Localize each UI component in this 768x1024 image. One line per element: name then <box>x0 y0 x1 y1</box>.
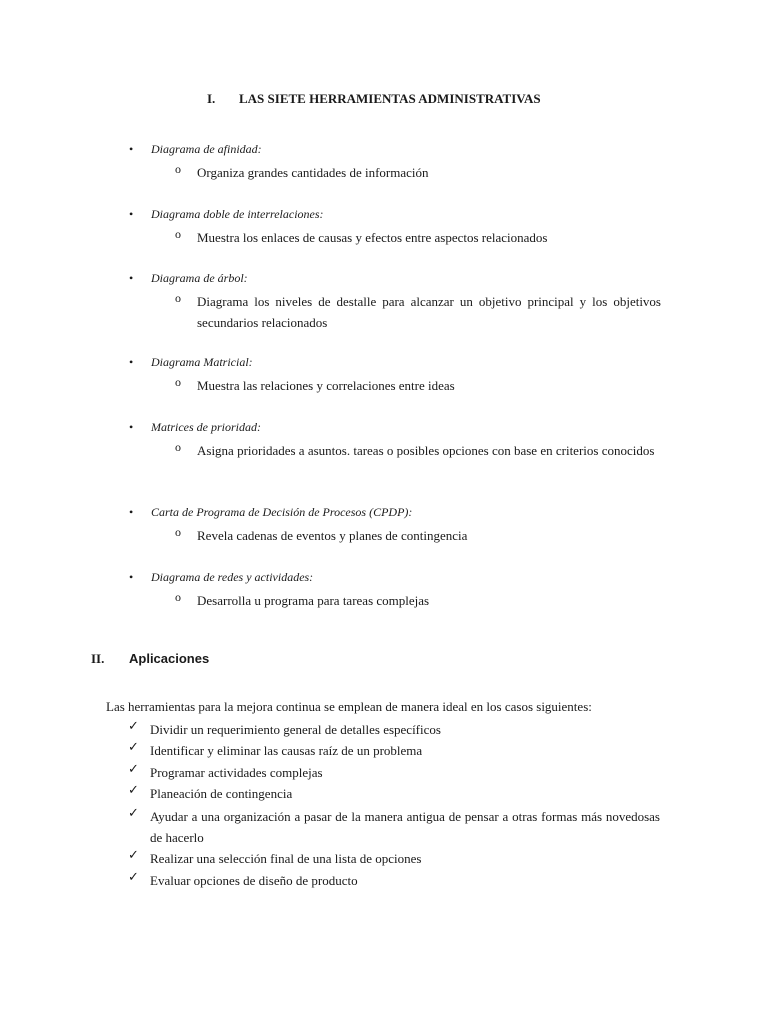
bullet-icon: • <box>129 505 134 519</box>
application-text: Realizar una selección final de una lista de opciones <box>150 851 422 866</box>
applications-intro: Las herramientas para la mejora continua se emplean de manera ideal en los casos siguientes: <box>106 699 592 714</box>
tool-description: Muestra las relaciones y correlaciones entre ideas <box>197 378 455 393</box>
application-text: Programar actividades complejas <box>150 765 323 780</box>
checkmark-icon: ✓ <box>128 848 139 863</box>
tool-description: Revela cadenas de eventos y planes de contingencia <box>197 528 468 543</box>
section-1-number: I. <box>207 91 216 106</box>
tool-name: Matrices de prioridad: <box>151 420 261 434</box>
section-2-number: II. <box>91 651 105 666</box>
tool-name: Diagrama de afinidad: <box>151 142 262 156</box>
application-text: Evaluar opciones de diseño de producto <box>150 873 358 888</box>
tool-name: Diagrama de redes y actividades: <box>151 570 314 584</box>
application-text: Ayudar a una organización a pasar de la manera antigua de pensar a otras formas más novedosas de hacerlo <box>150 809 660 845</box>
application-text: Dividir un requerimiento general de detalles específicos <box>150 722 441 737</box>
checkmark-icon: ✓ <box>128 870 139 885</box>
tool-description: Muestra los enlaces de causas y efectos entre aspectos relacionados <box>197 230 548 245</box>
checkmark-icon: ✓ <box>128 719 139 734</box>
checkmark-icon: ✓ <box>128 740 139 755</box>
tool-name: Carta de Programa de Decisión de Procesos (CPDP): <box>151 505 413 519</box>
sub-bullet-icon: o <box>175 590 181 604</box>
sub-bullet-icon: o <box>175 227 181 241</box>
tool-description: Desarrolla u programa para tareas complejas <box>197 593 430 608</box>
sub-bullet-icon: o <box>175 440 181 454</box>
section-1-title: LAS SIETE HERRAMIENTAS ADMINISTRATIVAS <box>239 91 541 106</box>
sub-bullet-icon: o <box>175 525 181 539</box>
tool-name: Diagrama doble de interrelaciones: <box>151 207 324 221</box>
bullet-icon: • <box>129 570 134 584</box>
checkmark-icon: ✓ <box>128 783 139 798</box>
application-text: Identificar y eliminar las causas raíz de un problema <box>150 743 423 758</box>
tool-description: Diagrama los niveles de destalle para alcanzar un objetivo principal y los objetivos secundarios relacionados <box>197 294 661 330</box>
sub-bullet-icon: o <box>175 162 181 176</box>
section-1-heading <box>207 91 541 107</box>
tool-description: Asigna prioridades a asuntos. tareas o posibles opciones con base en criterios conocidos <box>197 443 655 458</box>
bullet-icon: • <box>129 420 134 434</box>
bullet-icon: • <box>129 207 134 221</box>
bullet-icon: • <box>129 271 134 285</box>
bullet-icon: • <box>129 142 134 156</box>
section-2-title: Aplicaciones <box>129 651 210 666</box>
tool-name: Diagrama de árbol: <box>151 271 248 285</box>
tool-description: Organiza grandes cantidades de información <box>197 165 429 180</box>
sub-bullet-icon: o <box>175 291 181 305</box>
checkmark-icon: ✓ <box>128 762 139 777</box>
application-text: Planeación de contingencia <box>150 786 293 801</box>
section-2-heading <box>91 651 209 667</box>
sub-bullet-icon: o <box>175 375 181 389</box>
tool-name: Diagrama Matricial: <box>151 355 253 369</box>
checkmark-icon: ✓ <box>128 806 139 821</box>
bullet-icon: • <box>129 355 134 369</box>
